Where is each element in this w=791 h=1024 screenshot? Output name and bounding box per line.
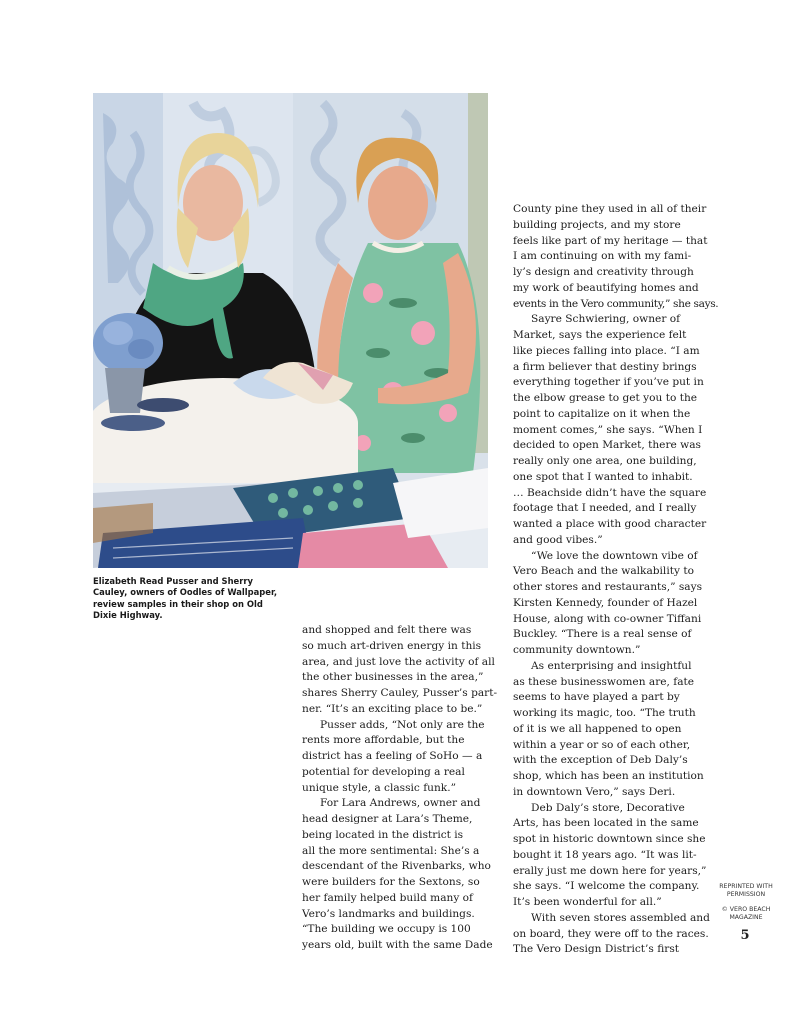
text-line: other stores and restaurants,” says: [513, 581, 703, 593]
text-line: within a year or so of each other,: [513, 738, 691, 751]
text-line: decided to open Market, there was: [513, 439, 701, 452]
text-line: bought it 18 years ago. “It was lit-: [513, 848, 697, 861]
text-line: events in the Vero community,” she says.: [513, 297, 719, 310]
text-line: spot in historic downtown since she: [513, 833, 706, 845]
text-line: descendant of the Rivenbarks, who: [302, 860, 491, 873]
text-line: Arts, has been located in the same: [513, 817, 699, 830]
text-line: years old, built with the same Dade: [302, 939, 493, 951]
photo-caption: [93, 576, 293, 622]
text-line: ner. “It’s an exciting place to be.”: [302, 702, 483, 715]
copyright-line: MAGAZINE: [729, 914, 763, 921]
text-line: my work of beautifying homes and: [513, 281, 699, 294]
text-line: area, and just love the activity of all: [302, 655, 495, 668]
text-line: rents more affordable, but the: [302, 734, 465, 747]
text-line: point to capitalize on it when the: [513, 407, 691, 420]
reprint-line: PERMISSION: [726, 891, 766, 898]
text-line: like pieces falling into place. “I am: [513, 344, 700, 357]
text-line: moment comes,” she says. “When I: [513, 423, 703, 436]
article-column-1: [302, 623, 498, 954]
text-line: ly’s design and creativity through: [513, 266, 694, 278]
text-line: with the exception of Deb Daly’s: [513, 754, 688, 767]
text-line: district has a feeling of SoHo — a: [302, 750, 483, 762]
text-line: House, along with co-owner Tiffani: [513, 612, 702, 625]
article-photo: [93, 93, 488, 568]
text-line: I am continuing on with my fami-: [513, 250, 692, 263]
text-line: shop, which has been an institution: [513, 770, 704, 782]
text-line: really only one area, one building,: [513, 455, 697, 467]
text-line: and shopped and felt there was: [302, 624, 472, 636]
text-line: County pine they used in all of their: [513, 203, 707, 215]
text-line: Buckley. “There is a real sense of: [513, 628, 692, 641]
caption-line: Cauley, owners of Oodles of Wallpaper,: [93, 587, 278, 598]
text-line: as these businesswomen are, fate: [513, 675, 695, 688]
text-line: Market, says the experience felt: [513, 329, 687, 341]
text-line: potential for developing a real: [302, 765, 465, 778]
text-line: seems to have played a part by: [513, 691, 680, 704]
text-line: all the more sentimental: She’s a: [302, 844, 480, 857]
caption-line: Dixie Highway.: [93, 610, 163, 621]
text-line: head designer at Lara’s Theme,: [302, 813, 473, 825]
caption-line: Elizabeth Read Pusser and Sherry: [93, 576, 253, 586]
text-line: wanted a place with good character: [513, 518, 707, 530]
text-line: With seven stores assembled and: [531, 911, 710, 924]
text-line: building projects, and my store: [513, 218, 681, 231]
article-column-2: [513, 202, 719, 958]
text-line: The Vero Design District’s first: [513, 943, 680, 956]
text-line: community downtown.”: [513, 644, 641, 656]
photo-image: [93, 93, 488, 568]
text-line: a firm believer that destiny brings: [513, 360, 697, 373]
text-line: For Lara Andrews, owner and: [320, 797, 481, 810]
text-line: in downtown Vero,” says Deri.: [513, 785, 676, 798]
text-line: on board, they were off to the races.: [513, 927, 709, 940]
text-line: she says. “I welcome the company.: [513, 880, 700, 893]
text-line: her family helped build many of: [302, 891, 473, 904]
text-line: Deb Daly’s store, Decorative: [531, 801, 685, 814]
copyright-line: © VERO BEACH: [721, 906, 771, 913]
page-number: 5: [740, 928, 750, 943]
text-line: … Beachside didn’t have the square: [513, 486, 707, 499]
text-line: so much art-driven energy in this: [302, 639, 482, 652]
text-line: Pusser adds, “Not only are the: [320, 718, 485, 731]
text-line: Vero Beach and the walkability to: [513, 565, 694, 578]
text-line: feels like part of my heritage — that: [513, 234, 708, 247]
text-line: Kirsten Kennedy, founder of Hazel: [513, 596, 698, 609]
text-line: of it is we all happened to open: [513, 722, 682, 735]
text-line: footage that I needed, and I really: [513, 502, 697, 515]
text-line: It’s been wonderful for all.”: [513, 896, 662, 908]
text-line: Sayre Schwiering, owner of: [531, 313, 681, 326]
text-line: shares Sherry Cauley, Pusser’s part-: [302, 687, 498, 699]
text-line: As enterprising and insightful: [531, 659, 692, 672]
text-line: “We love the downtown vibe of: [531, 549, 698, 562]
text-line: unique style, a classic funk.”: [302, 781, 456, 794]
text-line: were builders for the Sextons, so: [302, 876, 480, 888]
text-line: the elbow grease to get you to the: [513, 392, 698, 404]
text-line: and good vibes.”: [513, 533, 603, 546]
text-line: one spot that I wanted to inhabit.: [513, 470, 693, 483]
text-line: erally just me down here for years,”: [513, 864, 707, 877]
spacer: [712, 899, 780, 906]
text-line: the other businesses in the area,”: [302, 671, 484, 684]
text-line: “The building we occupy is 100: [302, 923, 471, 936]
reprint-notice: [712, 883, 780, 922]
text-line: everything together if you’ve put in: [513, 376, 704, 389]
reprint-line: REPRINTED WITH: [719, 883, 773, 890]
text-line: Vero’s landmarks and buildings.: [302, 907, 475, 920]
text-line: being located in the district is: [302, 828, 464, 841]
text-line: working its magic, too. “The truth: [513, 707, 696, 719]
caption-line: review samples in their shop on Old: [93, 598, 263, 609]
